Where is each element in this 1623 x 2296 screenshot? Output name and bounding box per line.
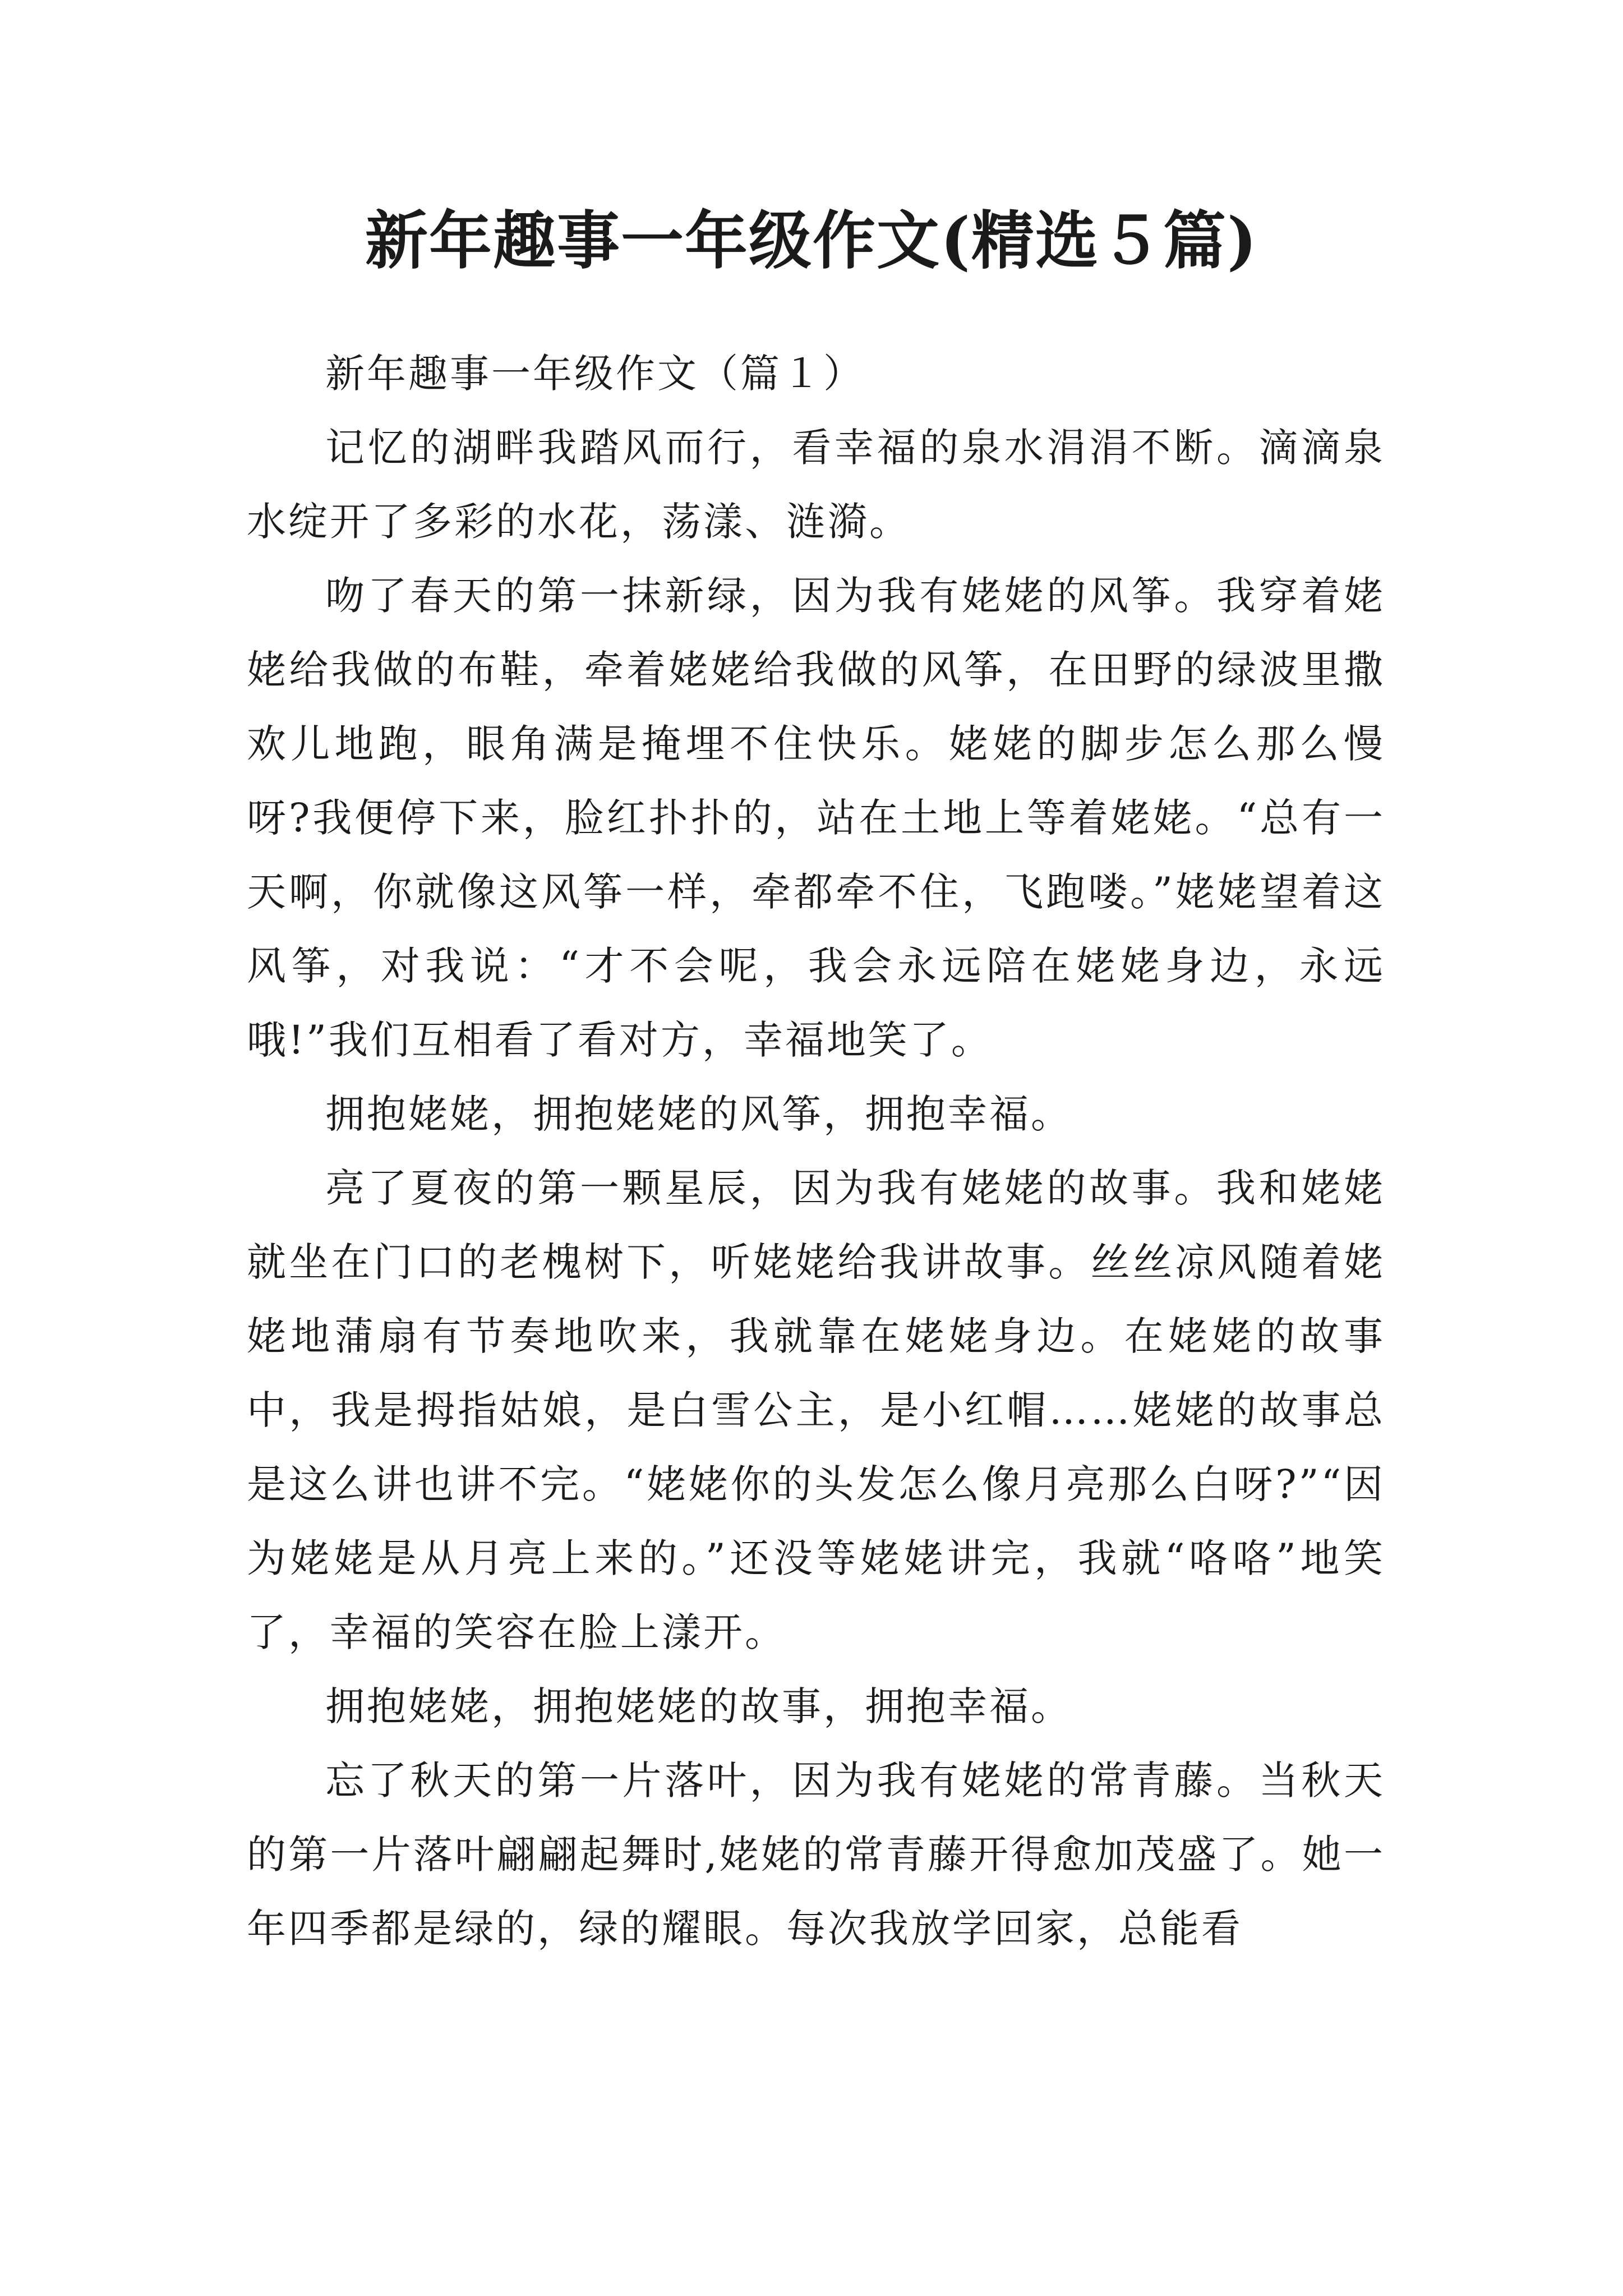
paragraph: 拥抱姥姥，拥抱姥姥的风筝，拥抱幸福。: [325, 1091, 1072, 1137]
document-title: 新年趣事一年级作文(精选５篇): [365, 204, 1258, 278]
section-heading: 新年趣事一年级作文（篇１）: [325, 351, 865, 397]
paragraph: 亮了夏夜的第一颗星辰，因为我有姥姥的故事。我和姥姥就坐在门口的老槐树下，听姥姥给我讲故事。丝丝凉风随着姥姥地蒲扇有节奏地吹来，我就靠在姥姥身边。在姥姥的故事中，我是拇指姑娘，是白雪公主，是小红帽……姥姥的故事总是这么讲也讲不完。“姥姥你的头发怎么像月亮那么白呀?”“因为姥姥是从月亮上来的。”还没等姥姥讲完，我就“咯咯”地笑了，幸福的笑容在脸上漾开。: [247, 1165, 1385, 1655]
document-body: [247, 337, 1385, 1966]
paragraph: 吻了春天的第一抹新绿，因为我有姥姥的风筝。我穿着姥姥给我做的布鞋，牵着姥姥给我做的风筝，在田野的绿波里撒欢儿地跑，眼角满是掩埋不住快乐。姥姥的脚步怎么那么慢呀?我便停下来，脸红扑扑的，站在土地上等着姥姥。“总有一天啊，你就像这风筝一样，牵都牵不住，飞跑喽。”姥姥望着这风筝，对我说：“才不会呢，我会永远陪在姥姥身边，永远哦!”我们互相看了看对方，幸福地笑了。: [247, 573, 1385, 1063]
paragraph: 拥抱姥姥，拥抱姥姥的故事，拥抱幸福。: [325, 1683, 1072, 1729]
paragraph: 记忆的湖畔我踏风而行，看幸福的泉水涓涓不断。滴滴泉水绽开了多彩的水花，荡漾、涟漪。: [247, 425, 1385, 545]
paragraph: 忘了秋天的第一片落叶，因为我有姥姥的常青藤。当秋天的第一片落叶翩翩起舞时,姥姥的常青藤开得愈加茂盛了。她一年四季都是绿的，绿的耀眼。每次我放学回家，总能看: [247, 1757, 1385, 1952]
